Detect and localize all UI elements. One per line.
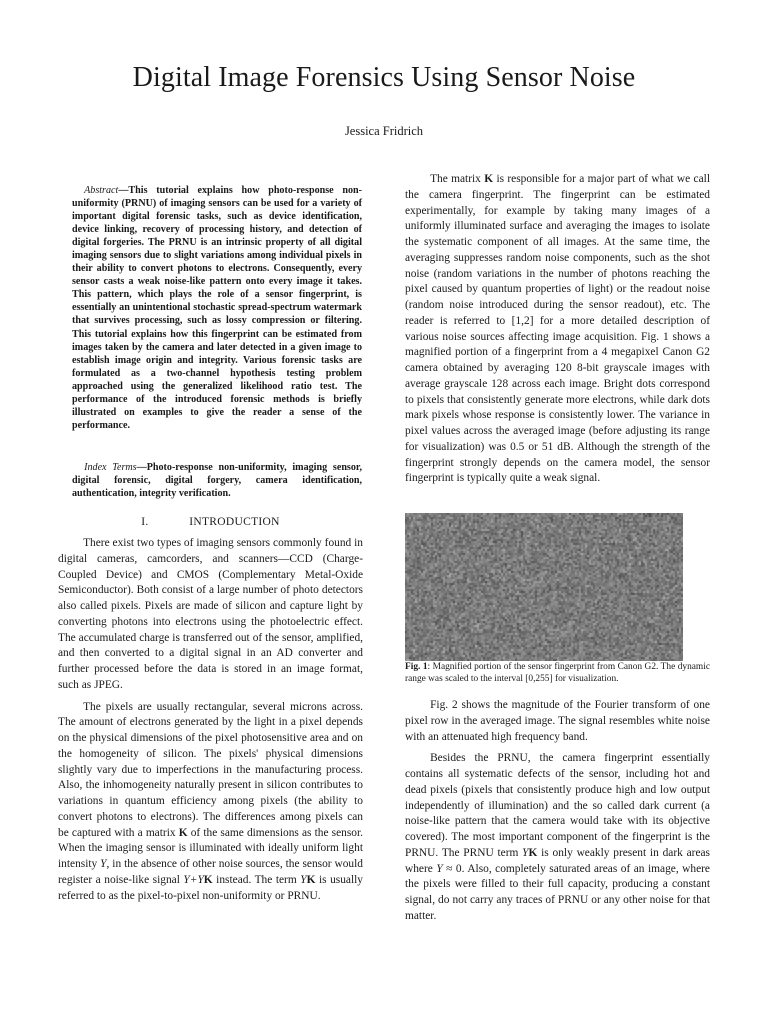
index-terms-label: Index Terms bbox=[84, 462, 137, 473]
section-title: INTRODUCTION bbox=[189, 516, 280, 528]
sensor-fingerprint-image bbox=[405, 513, 683, 661]
figure-1-sensor-fingerprint bbox=[405, 513, 683, 661]
abstract-label: Abstract bbox=[84, 185, 119, 196]
fourier-paragraph: Fig. 2 shows the magnitude of the Fourier transform of one pixel row in the averaged image. The signal resembles white noise with an attenuated high frequency band. bbox=[405, 699, 710, 743]
abstract bbox=[72, 184, 362, 432]
figure-1-caption: Fig. 1: Magnified portion of the sensor fingerprint from Canon G2. The dynamic range was scaled to the interval [0,255] for visualization. bbox=[405, 662, 710, 684]
right-column-top bbox=[405, 172, 710, 493]
right-column-bottom bbox=[405, 698, 710, 931]
author-name: Jessica Fridrich bbox=[344, 124, 424, 138]
left-column-body bbox=[58, 536, 363, 910]
paper-title: Digital Image Forensics Using Sensor Noise bbox=[132, 62, 636, 93]
defects-paragraph: Besides the PRNU, the camera fingerprint essentially contains all systematic defects of the sensor, including hot and dead pixels (pixels that consistently produce high and low output independently of illumination) and the so called dark current (a noise-like pattern that the camera would take with its objective covered). The most important component of the fingerprint is the PRNU. The PRNU term YK is only weakly present in dark areas where Y ≈ 0. Also, completely saturated areas of an image, where the pixels were filled to their full capacity, producing a constant signal, do not carry any traces of PRNU or any other noise for that matter. bbox=[405, 752, 710, 922]
abstract-text: —This tutorial explains how photo-response non-uniformity (PRNU) of imaging sensors can be used for a variety of important digital forensic tasks, such as device identification, device linking, recovery of processing history, and detection of digital forgeries. The PRNU is an intrinsic property of all digital imaging sensors due to slight variations among individual pixels in their ability to convert photons to electrons. Consequently, every sensor casts a weak noise-like pattern onto every image it takes. This pattern, which plays the role of a sensor fingerprint, is essentially an unintentional stochastic spread-spectrum watermark that survives processing, such as lossy compression or filtering. This tutorial explains how this fingerprint can be estimated from images taken by the camera and later detected in a given image to establish image origin and integrity. Various forensic tasks are formulated as a two-channel hypothesis testing problem approached using the generalized likelihood ratio test. The performance of the introduced forensic methods is briefly illustrated on examples to give the reader a sense of the performance. bbox=[72, 185, 362, 431]
fingerprint-paragraph: The matrix K is responsible for a major part of what we call the camera fingerprint. The fingerprint can be estimated experimentally, for example by taking many images of a uniformly illuminated surface and averaging the images to isolate the systematic component of all images. At the same time, the averaging suppresses random noise components, such as the shot noise (random variations in the number of photons reaching the pixel caused by quantum properties of light) or the readout noise (random noise introduced during the sensor readout), etc. The reader is referred to [1,2] for a more detailed description of various noise sources affecting image acquisition. Fig. 1 shows a magnified portion of a fingerprint from a 4 megapixel Canon G2 camera obtained by averaging 120 8-bit grayscale images with average grayscale 128 across each image. Bright dots correspond to pixels that consistently generate more electrons, while dark dots mark pixels whose response is consistently lower. The variance in pixel values across the averaged image (before adjusting its range for visualization) was 0.5 or 51 dB. Although the strength of the fingerprint strongly depends on the camera model, the sensor fingerprint is typically quite a weak signal. bbox=[405, 173, 710, 485]
section-heading-introduction bbox=[58, 516, 363, 528]
index-terms bbox=[72, 461, 362, 500]
intro-paragraph-2: The pixels are usually rectangular, several microns across. The amount of electrons generated by the light in a pixel depends on the physical dimensions of the pixel photosensitive area and on the homogeneity of silicon. The pixels' physical dimensions slightly vary due to imperfections in the manufacturing process. Also, the inhomogeneity naturally present in silicon contributes to variations in quantum efficiency among pixels (the ability to convert photons to electrons). The differences among pixels can be captured with a matrix K of the same dimensions as the sensor. When the imaging sensor is illuminated with ideally uniform light intensity Y, in the absence of other noise sources, the sensor would register a noise-like signal Y+YK instead. The term YK is usually referred to as the pixel-to-pixel non-uniformity or PRNU. bbox=[58, 700, 363, 902]
intro-paragraph-1: There exist two types of imaging sensors commonly found in digital cameras, camcorders, and scanners—CCD (Charge-Coupled Device) and CMOS (Complementary Metal-Oxide Semiconductor). Both consist of a large number of photo detectors also called pixels. Pixels are made of silicon and capture light by converting photons into electrons using the photoelectric effect. The accumulated charge is transferred out of the sensor, amplified, and then converted to a digital signal in an AD converter and further processed before the data is stored in an image format, such as JPEG. bbox=[58, 537, 363, 691]
index-terms-text: —Photo-response non-uniformity, imaging sensor, digital forensic, digital forgery, camera identification, authentication, integrity verification. bbox=[72, 462, 362, 500]
figure-1-label: Fig. 1 bbox=[405, 662, 428, 672]
section-number: I. bbox=[141, 516, 149, 528]
